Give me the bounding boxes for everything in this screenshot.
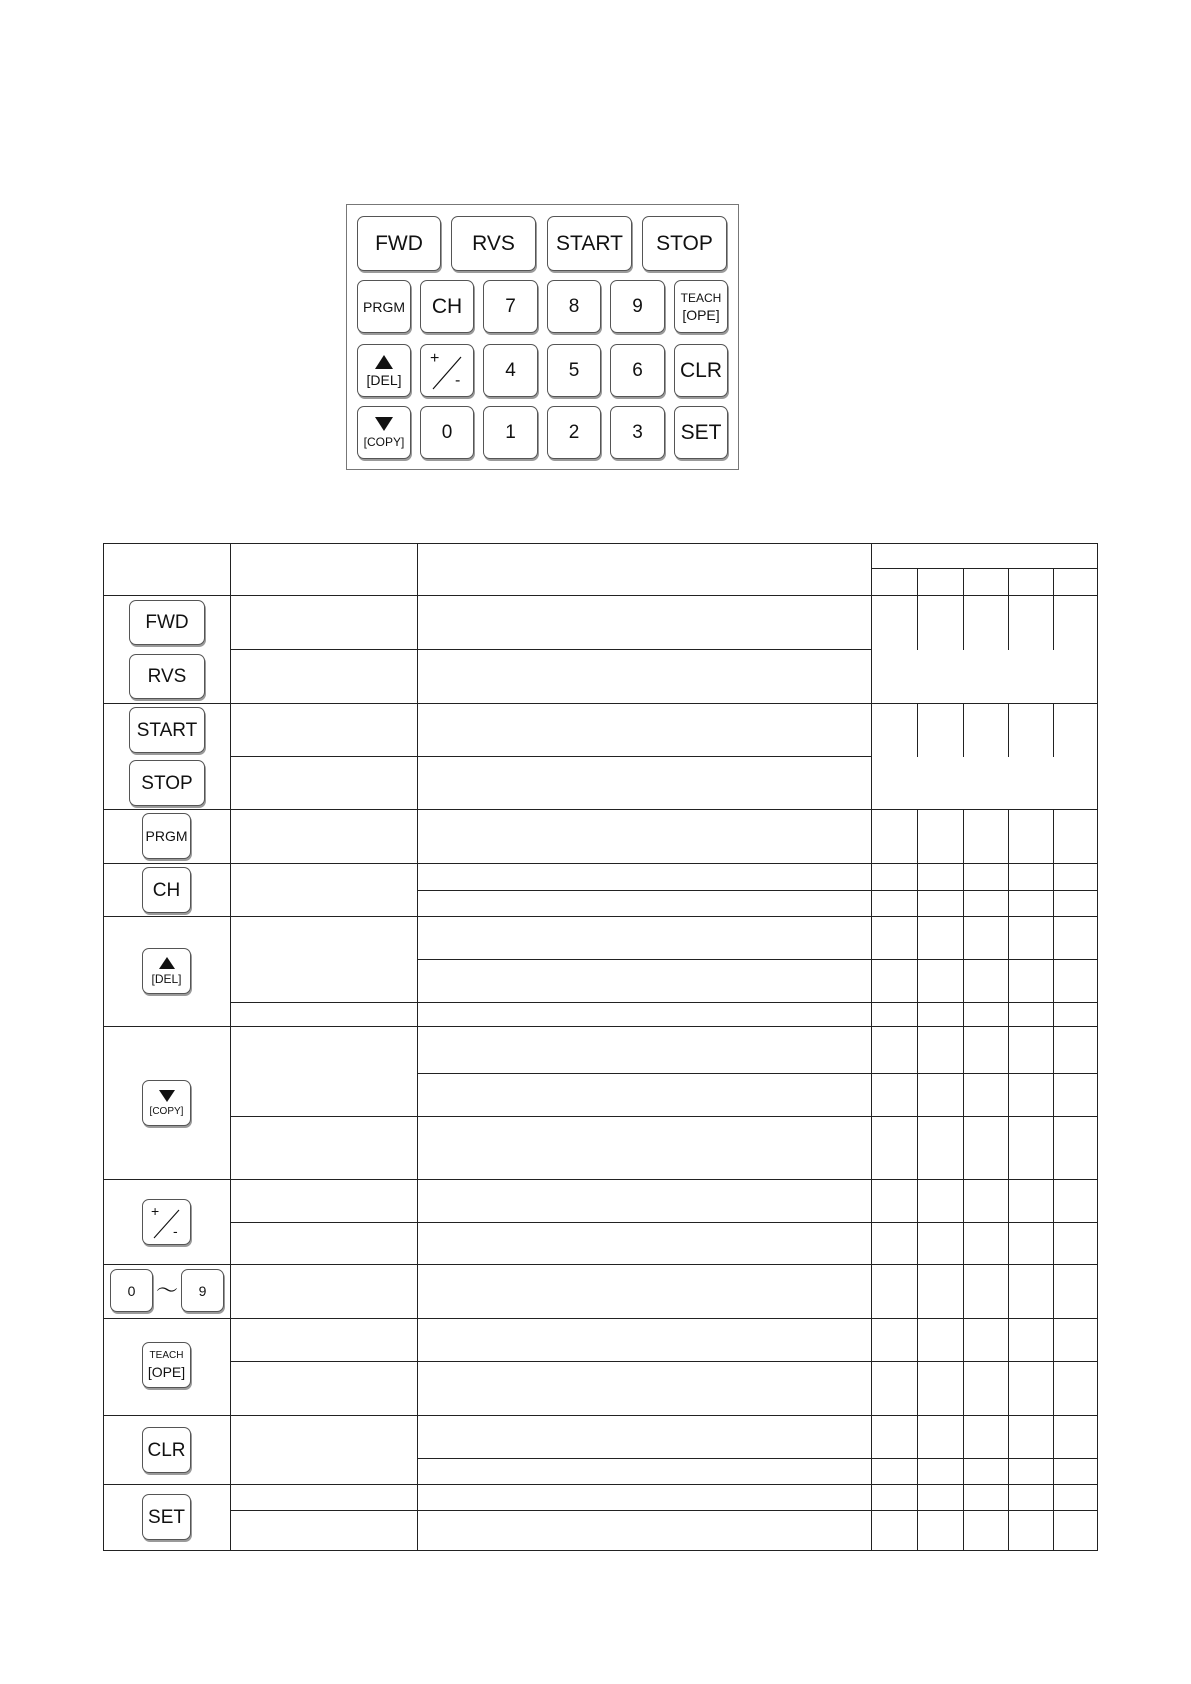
digit-4-label: 4 [505,360,516,381]
teach-ope-key[interactable] [674,280,728,333]
plus-minus-key[interactable] [420,344,474,397]
digit-1-label: 1 [505,422,516,443]
table-down-arrow-icon [159,1090,175,1102]
table-grid [103,543,1098,1551]
table-rvs-key [129,654,205,699]
table-digit-9-key [181,1269,224,1312]
table-fwd-key [129,600,205,645]
table-plus-minus-key [142,1199,191,1245]
digit-5-label: 5 [568,360,580,381]
ch-key-label: CH [431,295,463,318]
digit-3-key[interactable] [610,406,665,459]
start-key-label: START [556,232,623,255]
copy-label: [COPY] [363,435,405,449]
up-arrow-icon [375,355,393,369]
rvs-key-label: RVS [472,232,515,255]
digit-0-key[interactable] [420,406,474,459]
table-teach-label: TEACH [149,1350,184,1361]
table-start-label: START [136,719,198,741]
table-prgm-key [142,813,191,859]
rvs-key[interactable] [451,216,536,271]
table-del-label: [DEL] [151,972,182,986]
table-ope-label: [OPE] [147,1364,186,1380]
table-copy-label: [COPY] [149,1105,184,1117]
slash-icon [421,345,475,398]
set-key-label: SET [680,421,722,444]
digit-7-key[interactable] [483,280,538,333]
prgm-key[interactable] [357,280,411,333]
plus-label: + [430,350,440,367]
digit-2-key[interactable] [547,406,601,459]
set-key[interactable] [674,406,728,459]
table-ch-label: CH [152,879,181,901]
table-digit-0-label: 0 [127,1282,136,1299]
del-label: [DEL] [366,371,402,388]
down-copy-key[interactable] [357,406,411,459]
table-clr-label: CLR [147,1439,186,1461]
digit-7-label: 7 [505,296,516,317]
table-up-arrow-icon [159,957,175,969]
ch-key[interactable] [420,280,474,333]
stop-key-label: STOP [656,232,713,255]
table-stop-label: STOP [141,772,193,794]
ope-label: [OPE] [682,306,720,323]
table-rvs-label: RVS [147,666,187,687]
table-prgm-label: PRGM [145,828,188,844]
digit-1-key[interactable] [483,406,538,459]
table-clr-key [142,1427,191,1473]
clr-key-label: CLR [679,359,722,382]
table-plus-label: + [151,1203,160,1219]
table-down-copy-key [142,1080,191,1126]
keypad-panel [346,204,739,470]
key-function-table [103,543,1098,1551]
digit-9-label: 9 [632,296,643,317]
digit-3-label: 3 [632,422,643,443]
digit-6-label: 6 [632,360,643,381]
table-digit-9-label: 9 [198,1282,207,1299]
start-key[interactable] [547,216,632,271]
table-up-del-key [142,948,191,994]
table-fwd-label: FWD [145,612,189,633]
digit-4-key[interactable] [483,344,538,397]
minus-label: - [455,372,461,389]
table-teach-ope-key [142,1342,191,1388]
digit-5-key[interactable] [547,344,601,397]
digit-8-label: 8 [568,296,580,317]
up-del-key[interactable] [357,344,411,397]
fwd-key-label: FWD [375,232,423,255]
table-stop-key [129,760,205,806]
range-tilde: 〜 [156,1278,179,1303]
down-arrow-icon [375,417,393,431]
stop-key[interactable] [642,216,727,271]
digit-6-key[interactable] [610,344,665,397]
fwd-key[interactable] [357,216,441,271]
table-set-key [142,1494,191,1540]
teach-label: TEACH [680,290,722,305]
digit-0-label: 0 [441,422,453,443]
table-set-label: SET [148,1506,185,1528]
digit-9-key[interactable] [610,280,665,333]
table-slash-icon [143,1200,192,1246]
table-start-key [129,707,205,753]
digit-2-label: 2 [568,422,580,443]
digit-8-key[interactable] [547,280,601,333]
prgm-key-label: PRGM [363,298,405,315]
clr-key[interactable] [674,344,728,397]
table-minus-label: - [173,1223,178,1239]
table-ch-key [142,867,191,913]
table-digit-0-key [110,1269,153,1312]
